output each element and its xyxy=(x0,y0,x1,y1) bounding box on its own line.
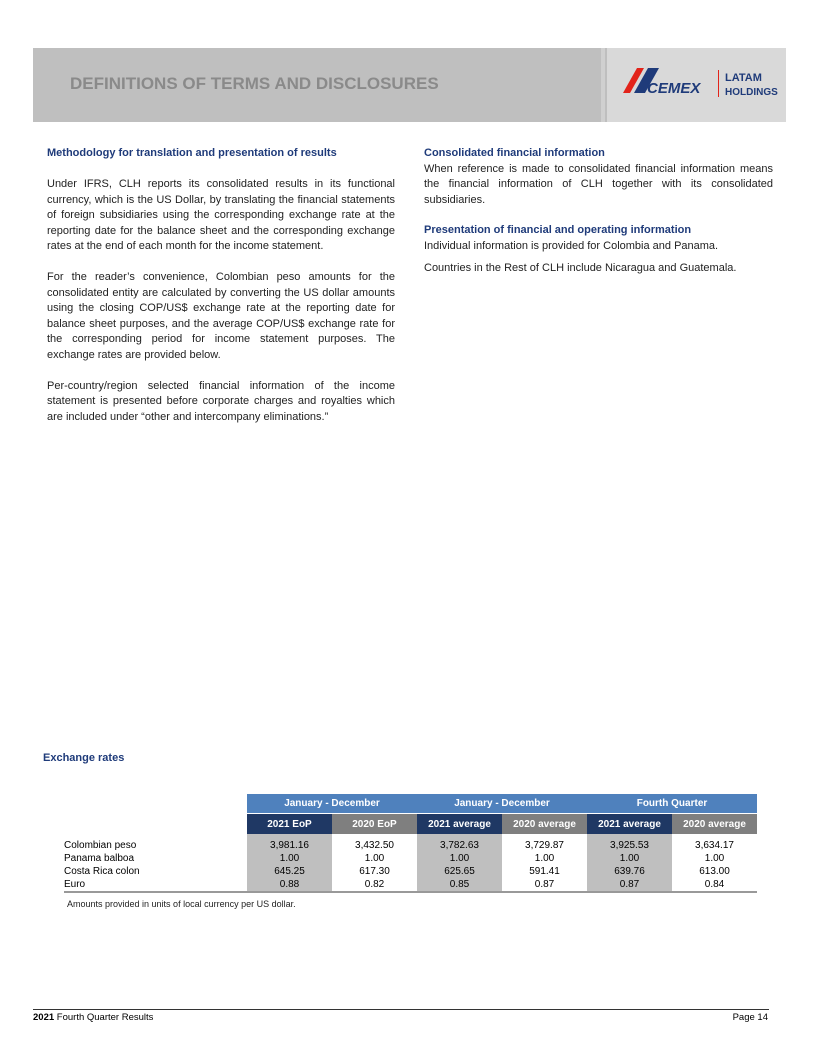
table-cell: 591.41 xyxy=(529,866,560,877)
table-cell: 617.30 xyxy=(359,866,390,877)
table-cell: 3,925.53 xyxy=(587,834,672,852)
page-title: DEFINITIONS OF TERMS AND DISCLOSURES xyxy=(70,74,439,93)
table-row xyxy=(64,834,757,852)
column-header: 2021 EoP xyxy=(247,814,332,835)
paragraph: Countries in the Rest of CLH include Nicaragua and Guatemala. xyxy=(424,262,737,274)
table-cell: 0.82 xyxy=(332,878,417,892)
table-cell: 3,634.17 xyxy=(695,840,734,851)
paragraph: For the reader’s convenience, Colombian peso amounts for the consolidated entity are calculated by converting the US dollar amounts using the closing COP/US$ exchange rate at the reporting date for balance sheet purposes, and the average COP/US$ exchange rate for the corresponding period for income statement purposes. The exchange rates are provided below. xyxy=(47,271,395,361)
table-footnote: Amounts provided in units of local currency per US dollar. xyxy=(67,899,296,909)
svg-text:HOLDINGS: HOLDINGS xyxy=(725,87,778,98)
row-label: Euro xyxy=(64,878,247,892)
table-cell: 1.00 xyxy=(247,852,332,865)
table-cell: 0.84 xyxy=(672,878,757,892)
column-header: 2020 average xyxy=(502,814,587,835)
table-cell: 0.87 xyxy=(502,878,587,892)
table-cell: 1.00 xyxy=(364,853,385,864)
table-cell: 1.00 xyxy=(704,853,725,864)
section-heading: Methodology for translation and presentation of results xyxy=(47,147,337,159)
group-header: January - December xyxy=(417,794,587,814)
footer-title xyxy=(33,1012,153,1023)
table-cell: 625.65 xyxy=(417,865,502,878)
section-heading: Consolidated financial information xyxy=(424,147,605,159)
column-header: 2020 average xyxy=(672,814,757,835)
table-cell: 3,782.63 xyxy=(417,834,502,852)
table-cell: 0.87 xyxy=(587,878,672,892)
consolidated-section xyxy=(424,146,773,277)
svg-text:CEMEX: CEMEX xyxy=(647,80,701,97)
table-cell: 3,981.16 xyxy=(247,834,332,852)
exchange-rates-title: Exchange rates xyxy=(43,752,125,764)
paragraph: Per-country/region selected financial information of the income statement is presented before corporate charges and royalties which are included under “other and intercompany eliminations.” xyxy=(47,379,395,423)
table-cell: 1.00 xyxy=(534,853,555,864)
column-header: 2021 average xyxy=(587,814,672,835)
divider xyxy=(601,48,605,122)
paragraph: Individual information is provided for Colombia and Panama. xyxy=(424,239,719,252)
column-header: 2020 EoP xyxy=(332,814,417,835)
footer-year: 2021 xyxy=(33,1012,55,1023)
table-cell: 3,729.87 xyxy=(525,840,564,851)
table-cell: 613.00 xyxy=(699,866,730,877)
row-label: Colombian peso xyxy=(64,840,137,851)
table-cell: 0.88 xyxy=(247,878,332,892)
methodology-section xyxy=(47,146,395,425)
group-header: January - December xyxy=(247,794,417,814)
logo-icon xyxy=(607,48,786,122)
table-row xyxy=(64,878,757,892)
header-banner xyxy=(33,48,786,122)
cemex-latam-logo xyxy=(607,48,786,122)
table-cell: 645.25 xyxy=(247,865,332,878)
exchange-rates-table xyxy=(64,794,757,893)
table-row xyxy=(64,865,757,878)
table-cell: 1.00 xyxy=(587,852,672,865)
footer-divider xyxy=(33,1009,769,1010)
page-number: Page 14 xyxy=(732,1012,768,1023)
table-cell: 639.76 xyxy=(587,865,672,878)
svg-text:LATAM: LATAM xyxy=(725,72,762,84)
paragraph: When reference is made to consolidated financial information means the financial information of CLH together with its consolidated subsidiaries. xyxy=(424,162,773,206)
table-cell: 1.00 xyxy=(417,852,502,865)
column-header: 2021 average xyxy=(417,814,502,835)
footer-label: Fourth Quarter Results xyxy=(56,1012,154,1023)
row-label: Costa Rica colon xyxy=(64,866,140,877)
section-heading: Presentation of financial and operating information xyxy=(424,224,692,236)
group-header: Fourth Quarter xyxy=(587,794,757,814)
table-row xyxy=(64,852,757,865)
paragraph: Under IFRS, CLH reports its consolidated results in its functional currency, which is the US Dollar, by translating the financial statements of foreign subsidiaries using the corresponding exchange rate at the reporting date for the balance sheet and the corresponding exchange rates at the end of each month for the income statement. xyxy=(47,178,395,252)
table-cell: 0.85 xyxy=(417,878,502,892)
table-cell: 3,432.50 xyxy=(355,840,394,851)
row-label: Panama balboa xyxy=(64,853,135,864)
